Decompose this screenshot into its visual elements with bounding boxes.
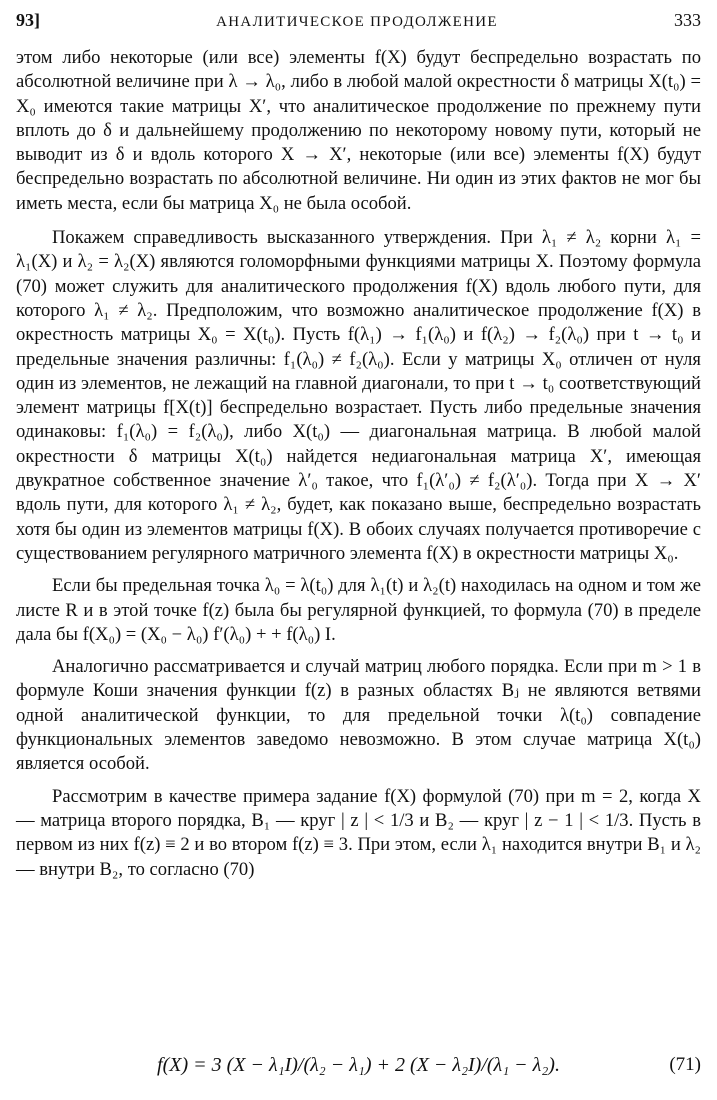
- paragraph: Рассмотрим в качестве примера задание f(X) формулой (70) при m = 2, когда X — матрица второго порядка, B₁ — круг | z | < 1/3 и B₂ — круг | z − 1 | < 1/3. Пусть в первом из них f(z) ≡ 2 и во втором f(z) ≡ 3. При этом, если λ₁ находится внутри B₁ и λ₂ — внутри B₂, то согласно (70): [16, 785, 701, 880]
- equation-71: [16, 1040, 701, 1090]
- paragraph: этом либо некоторые (или все) элементы f(X) будут беспредельно возрастать по абсолютной величине при λ → λ₀, либо в любой малой окрестности δ матрицы X(t₀) = X₀ имеются такие матрицы X′, что аналитическое продолжение по прежнему пути вплоть до δ и дальнейшему продолжению по некоторому новому пути, который не выводит из δ и вдоль которого X → X′, некоторые (или все) элементы f(X) будут беспредельно возрастать по абсолютной величине. Ни один из этих фактов не мог бы иметь места, если бы матрица X₀ не была особой.: [16, 47, 701, 214]
- equation-body: f(X) = 3 (X − λ₁I)/(λ₂ − λ₁) + 2 (X − λ₂I)/(λ₁ − λ₂).: [157, 1053, 560, 1076]
- page-number: 333: [674, 10, 701, 30]
- paragraph: Аналогично рассматривается и случай матриц любого порядка. Если при m > 1 в формуле Коши значения функции f(z) в разных областях Bⱼ не являются ветвями одной аналитической функции, то для предельной точки λ(t₀) совпадение функциональных элементов заведомо невозможно. В этом случае матрица X(t₀) является особой.: [16, 656, 701, 775]
- paragraph: Если бы предельная точка λ₀ = λ(t₀) для λ₁(t) и λ₂(t) находилась на одном и том же листе R и в этой точке f(z) была бы регулярной функцией, то формула (70) в пределе дала бы f(X₀) = (X₀ − λ₀) f′(λ₀) + + f(λ₀) I.: [16, 575, 701, 645]
- page-body: [16, 46, 701, 882]
- equation-number: (71): [669, 1054, 701, 1075]
- running-title: АНАЛИТИЧЕСКОЕ ПРОДОЛЖЕНИЕ: [216, 14, 498, 30]
- paragraph: Покажем справедливость высказанного утверждения. При λ₁ ≠ λ₂ корни λ₁ = λ₁(X) и λ₂ = λ₂(X) являются голоморфными функциями матрицы X. Поэтому формула (70) может служить для аналитического продолжения f(X) вдоль любого пути, для которого λ₁ ≠ λ₂. Предположим, что возможно аналитическое продолжение f(X) в окрестность матрицы X₀ = X(t₀). Пусть f(λ₁) → f₁(λ₀) и f(λ₂) → f₂(λ₀) при t → t₀ и предельные значения различны: f₁(λ₀) ≠ f₂(λ₀). Если у матрицы X₀ отличен от нуля один из элементов, не лежащий на главной диагонали, то при t → t₀ соответствующий элемент матрицы f[X(t)] беспредельно возрастает. Пусть либо предельные значения одинаковы: f₁(λ₀) = f₂(λ₀), либо X(t₀) — диагональная матрица. В любой малой окрестности δ матрицы X(t₀) найдется недиагональная матрица X′, имеющая двукратное собственное значение λ′₀ такое, что f₁(λ′₀) ≠ f₂(λ′₀). Тогда при X → X′ вдоль пути, для которого λ₁ ≠ λ₂, будет, как показано выше, беспредельно возрастать хотя бы один из элементов матрицы f(X). В обоих случаях получается противоречие с существованием регулярного матричного элемента f(X) в окрестности матрицы X₀.: [16, 227, 701, 564]
- page-header: [16, 10, 701, 38]
- section-number: 93]: [16, 10, 40, 30]
